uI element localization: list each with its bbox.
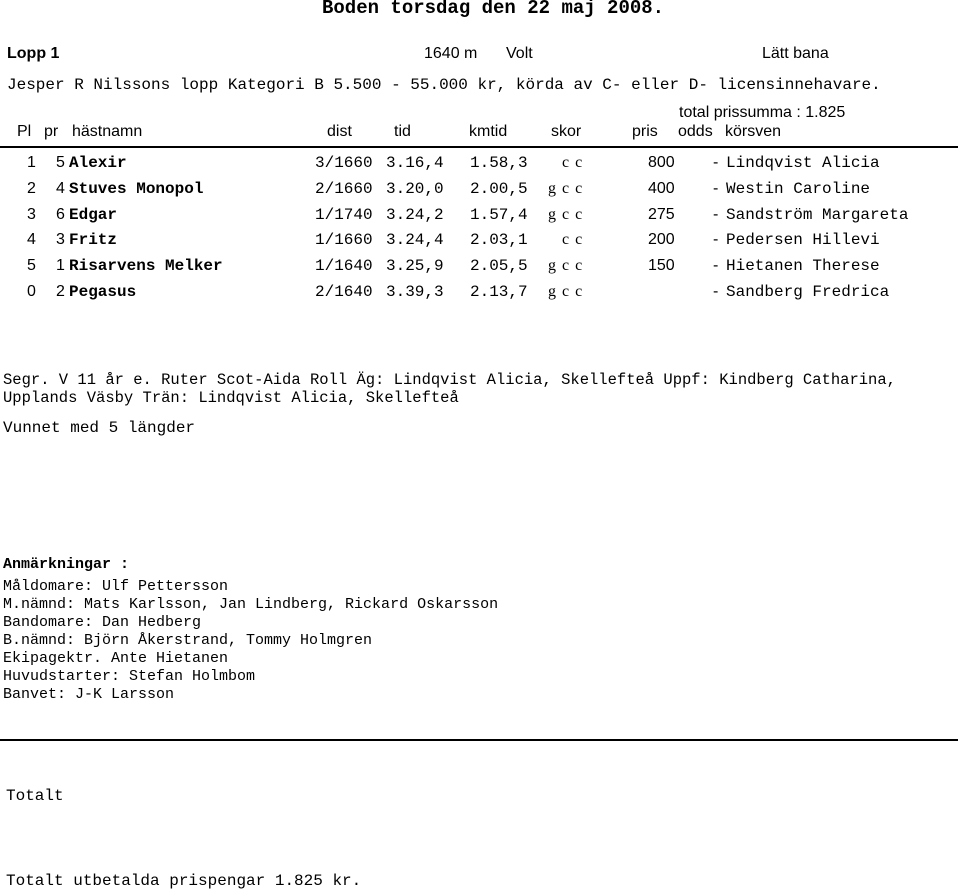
cell-dist: 1/1740 bbox=[315, 206, 373, 224]
cell-horse: Stuves Monopol bbox=[69, 180, 204, 198]
page-title: Boden torsdag den 22 maj 2008. bbox=[322, 0, 665, 19]
cell-shoes: g c c bbox=[548, 283, 584, 300]
cell-dash: - bbox=[713, 231, 719, 248]
cell-dist: 2/1660 bbox=[315, 180, 373, 198]
race-type: Volt bbox=[506, 45, 533, 62]
cell-dist: 2/1640 bbox=[315, 283, 373, 301]
cell-prize: 275 bbox=[648, 206, 675, 223]
table-row bbox=[0, 231, 960, 255]
cell-shoes: c c bbox=[562, 231, 584, 248]
footer-divider bbox=[0, 739, 958, 741]
col-prize: pris bbox=[632, 123, 658, 140]
col-dist: dist bbox=[327, 123, 352, 140]
cell-prize: 150 bbox=[648, 257, 675, 274]
cell-driver: Sandström Margareta bbox=[726, 206, 909, 224]
race-description: Jesper R Nilssons lopp Kategori B 5.500 - 55.000 kr, körda av C- eller D- licensinnehavare. bbox=[7, 76, 881, 94]
cell-driver: Sandberg Fredrica bbox=[726, 283, 890, 301]
col-time: tid bbox=[394, 123, 411, 140]
race-label: Lopp 1 bbox=[7, 45, 60, 62]
cell-kmtime: 1.57,4 bbox=[470, 206, 528, 224]
totals-paid: Totalt utbetalda prispengar 1.825 kr. bbox=[6, 872, 362, 890]
totals-label: Totalt bbox=[6, 787, 64, 805]
remark-line: M.nämnd: Mats Karlsson, Jan Lindberg, Rickard Oskarsson bbox=[3, 596, 499, 613]
col-pr: pr bbox=[44, 123, 59, 140]
cell-time: 3.20,0 bbox=[386, 180, 444, 198]
cell-driver: Westin Caroline bbox=[726, 180, 871, 198]
cell-time: 3.16,4 bbox=[386, 154, 444, 172]
track-condition: Lätt bana bbox=[762, 45, 829, 62]
cell-time: 3.24,4 bbox=[386, 231, 444, 249]
cell-dist: 1/1640 bbox=[315, 257, 373, 275]
col-shoes: skor bbox=[551, 123, 582, 140]
cell-shoes: c c bbox=[562, 154, 584, 171]
cell-horse: Fritz bbox=[69, 231, 118, 249]
cell-pl: 0 bbox=[27, 283, 36, 300]
win-margin: Vunnet med 5 längder bbox=[3, 419, 196, 437]
cell-dist: 1/1660 bbox=[315, 231, 373, 249]
col-driver: körsven bbox=[725, 123, 782, 140]
col-pl: Pl bbox=[17, 123, 32, 140]
remark-line: B.nämnd: Björn Åkerstrand, Tommy Holmgren bbox=[3, 632, 373, 649]
table-row bbox=[0, 257, 960, 281]
cell-horse: Risarvens Melker bbox=[69, 257, 223, 275]
cell-dash: - bbox=[713, 180, 719, 197]
col-horse: hästnamn bbox=[72, 123, 143, 140]
cell-pr: 2 bbox=[56, 283, 65, 300]
cell-pr: 5 bbox=[56, 154, 65, 171]
cell-pr: 6 bbox=[56, 206, 65, 223]
header-divider bbox=[0, 146, 958, 148]
cell-driver: Pedersen Hillevi bbox=[726, 231, 880, 249]
cell-prize: 400 bbox=[648, 180, 675, 197]
cell-pl: 3 bbox=[27, 206, 36, 223]
cell-prize: 200 bbox=[648, 231, 675, 248]
cell-pl: 4 bbox=[27, 231, 36, 248]
cell-pr: 1 bbox=[56, 257, 65, 274]
col-odds: odds bbox=[678, 123, 713, 140]
remarks-heading: Anmärkningar : bbox=[3, 556, 130, 573]
remark-line: Bandomare: Dan Hedberg bbox=[3, 614, 202, 631]
cell-time: 3.39,3 bbox=[386, 283, 444, 301]
cell-shoes: g c c bbox=[548, 180, 584, 197]
cell-kmtime: 2.05,5 bbox=[470, 257, 528, 275]
col-kmtime: kmtid bbox=[469, 123, 508, 140]
cell-time: 3.25,9 bbox=[386, 257, 444, 275]
cell-kmtime: 2.03,1 bbox=[470, 231, 528, 249]
remark-line: Måldomare: Ulf Pettersson bbox=[3, 578, 229, 595]
cell-dist: 3/1660 bbox=[315, 154, 373, 172]
table-row bbox=[0, 154, 960, 178]
cell-pl: 2 bbox=[27, 180, 36, 197]
total-prize: total prissumma : 1.825 bbox=[679, 104, 846, 121]
cell-dash: - bbox=[713, 283, 719, 300]
remark-line: Banvet: J-K Larsson bbox=[3, 686, 175, 703]
cell-pr: 4 bbox=[56, 180, 65, 197]
winner-info: Segr. V 11 år e. Ruter Scot-Aida Roll Äg: Lindqvist Alicia, Skellefteå Uppf: Kindberg Catharina, Upplands Väsby Trän: Lindqvist Alicia, Skellefteå bbox=[3, 371, 906, 407]
cell-horse: Pegasus bbox=[69, 283, 137, 301]
race-distance: 1640 m bbox=[424, 45, 478, 62]
cell-dash: - bbox=[713, 154, 719, 171]
remark-line: Huvudstarter: Stefan Holmbom bbox=[3, 668, 256, 685]
cell-driver: Lindqvist Alicia bbox=[726, 154, 880, 172]
cell-time: 3.24,2 bbox=[386, 206, 444, 224]
cell-shoes: g c c bbox=[548, 206, 584, 223]
cell-pl: 1 bbox=[27, 154, 36, 171]
cell-prize: 800 bbox=[648, 154, 675, 171]
cell-pr: 3 bbox=[56, 231, 65, 248]
cell-horse: Alexir bbox=[69, 154, 127, 172]
table-row bbox=[0, 180, 960, 204]
cell-dash: - bbox=[713, 257, 719, 274]
cell-horse: Edgar bbox=[69, 206, 118, 224]
cell-shoes: g c c bbox=[548, 257, 584, 274]
cell-kmtime: 2.00,5 bbox=[470, 180, 528, 198]
cell-driver: Hietanen Therese bbox=[726, 257, 880, 275]
table-row bbox=[0, 206, 960, 230]
cell-kmtime: 1.58,3 bbox=[470, 154, 528, 172]
cell-pl: 5 bbox=[27, 257, 36, 274]
table-row bbox=[0, 283, 960, 307]
remark-line: Ekipagektr. Ante Hietanen bbox=[3, 650, 229, 667]
cell-kmtime: 2.13,7 bbox=[470, 283, 528, 301]
cell-dash: - bbox=[713, 206, 719, 223]
